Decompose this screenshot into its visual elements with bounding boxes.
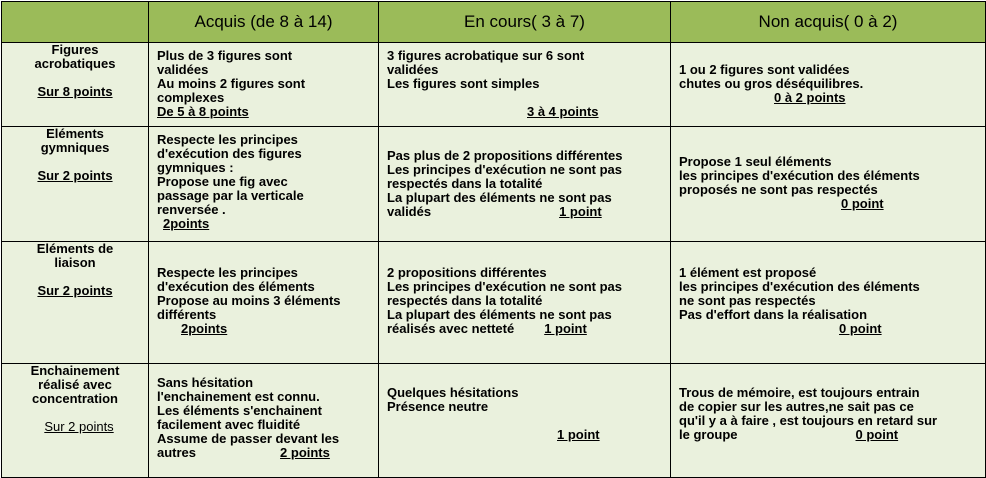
- cell-text: Pas d'effort dans la réalisation: [679, 307, 868, 322]
- cell-points: 0 point: [841, 196, 884, 211]
- cell-text: 3 figures acrobatique sur 6 sont: [387, 48, 585, 63]
- cell-points: 1 point: [557, 427, 600, 442]
- cell-points: De 5 à 8 points: [157, 104, 249, 119]
- header-non-acquis: Non acquis( 0 à 2): [671, 2, 986, 43]
- cell-text: complexes: [157, 90, 225, 105]
- cell-text: d'exécution des figures: [157, 146, 302, 161]
- cell-en-cours: [379, 43, 671, 127]
- cell-text: Pas plus de 2 propositions différentes: [387, 148, 623, 163]
- cell-text: facilement avec fluidité: [157, 417, 301, 432]
- row-header: [2, 242, 149, 364]
- row-enchainement: [2, 364, 986, 478]
- cell-text: de copier sur les autres,ne sait pas ce: [679, 399, 914, 414]
- evaluation-grid: [1, 1, 986, 478]
- cell-text: Propose 1 seul éléments: [679, 154, 832, 169]
- points-wrap: [679, 91, 979, 105]
- cell-text: autres: [157, 445, 197, 460]
- row-elements-gymniques: [2, 127, 986, 242]
- row-header: [2, 127, 149, 242]
- cell-text: Au moins 2 figures sont: [157, 76, 306, 91]
- row-points: Sur 2 points: [37, 283, 113, 298]
- header-corner: [2, 2, 149, 43]
- cell-text: Respecte les principes: [157, 132, 298, 147]
- points-wrap: [679, 322, 979, 336]
- cell-points: 1 point: [559, 204, 602, 219]
- cell-text: validées: [157, 62, 209, 77]
- cell-text: chutes ou gros déséquilibres.: [679, 76, 864, 91]
- row-header: [2, 43, 149, 127]
- cell-text: l'enchainement est connu.: [157, 389, 320, 404]
- cell-text: Les principes d'exécution ne sont pas: [387, 279, 622, 294]
- header-en-cours: En cours( 3 à 7): [379, 2, 671, 43]
- cell-text: les principes d'exécution des éléments: [679, 279, 920, 294]
- row-name: liaison: [54, 255, 96, 270]
- row-name: concentration: [32, 391, 118, 406]
- points-wrap: [679, 197, 979, 211]
- row-points: Sur 2 points: [44, 419, 114, 434]
- cell-text: gymniques :: [157, 160, 234, 175]
- cell-text: validés: [387, 204, 432, 219]
- cell-text: 1 ou 2 figures sont validées: [679, 62, 850, 77]
- cell-en-cours: [379, 127, 671, 242]
- cell-text: 2 propositions différentes: [387, 265, 547, 280]
- cell-points: 2 points: [280, 445, 330, 460]
- cell-text: 1 élément est proposé: [679, 265, 817, 280]
- cell-text: respectés dans la totalité: [387, 176, 543, 191]
- header-row: [2, 2, 986, 43]
- row-name: Eléments de: [36, 241, 114, 256]
- cell-text: validées: [387, 62, 439, 77]
- cell-non-acquis: [671, 43, 986, 127]
- row-elements-liaison: [2, 242, 986, 364]
- cell-text: renversée .: [157, 202, 226, 217]
- cell-text: passage par la verticale: [157, 188, 304, 203]
- cell-en-cours: [379, 364, 671, 478]
- cell-text: Quelques hésitations: [387, 385, 519, 400]
- cell-points: 0 point: [855, 427, 899, 442]
- cell-points: 3 à 4 points: [527, 104, 599, 119]
- cell-text: d'exécution des éléments: [157, 279, 315, 294]
- cell-en-cours: [379, 242, 671, 364]
- cell-text: Les principes d'exécution ne sont pas: [387, 162, 622, 177]
- last-line: [679, 428, 979, 442]
- cell-text: proposés ne sont pas respectés: [679, 182, 878, 197]
- row-name: acrobatiques: [34, 56, 116, 71]
- cell-text: Trous de mémoire, est toujours entrain: [679, 385, 920, 400]
- cell-points: 2points: [181, 321, 228, 336]
- row-points: Sur 8 points: [37, 84, 113, 99]
- cell-text: respectés dans la totalité: [387, 293, 543, 308]
- row-name: Eléments: [46, 126, 104, 141]
- cell-text: Assume de passer devant les: [157, 431, 340, 446]
- cell-text: Respecte les principes: [157, 265, 298, 280]
- last-line: [157, 446, 372, 460]
- cell-text: Les éléments s'enchainent: [157, 403, 322, 418]
- cell-text: Propose une fig avec: [157, 174, 288, 189]
- cell-acquis: [149, 242, 379, 364]
- cell-text: le groupe: [679, 427, 738, 442]
- points-wrap: [157, 322, 372, 336]
- cell-points: 0 à 2 points: [774, 90, 846, 105]
- row-name: gymniques: [40, 140, 110, 155]
- last-line: [387, 322, 664, 336]
- cell-text: Propose au moins 3 éléments: [157, 293, 341, 308]
- cell-text: Les figures sont simples: [387, 76, 540, 91]
- row-points: Sur 2 points: [37, 168, 113, 183]
- points-wrap: [387, 428, 664, 442]
- row-name: réalisé avec: [38, 377, 112, 392]
- cell-text: différents: [157, 307, 217, 322]
- cell-points: 2points: [163, 216, 210, 231]
- cell-text: qu'il y a à faire , est toujours en retard sur: [679, 413, 938, 428]
- cell-text: La plupart des éléments ne sont pas: [387, 190, 612, 205]
- row-header: [2, 364, 149, 478]
- last-line: [387, 205, 664, 219]
- cell-points: 0 point: [839, 321, 882, 336]
- row-name: Figures: [51, 42, 99, 57]
- cell-text: La plupart des éléments ne sont pas: [387, 307, 612, 322]
- cell-text: réalisés avec netteté: [387, 321, 515, 336]
- row-name: Enchainement: [30, 363, 120, 378]
- cell-acquis: [149, 127, 379, 242]
- cell-text: Plus de 3 figures sont: [157, 48, 293, 63]
- cell-text: Sans hésitation: [157, 375, 254, 390]
- cell-points: 1 point: [544, 321, 587, 336]
- cell-non-acquis: [671, 242, 986, 364]
- cell-acquis: [149, 43, 379, 127]
- points-wrap: [387, 105, 664, 119]
- cell-non-acquis: [671, 364, 986, 478]
- row-figures-acrobatiques: [2, 43, 986, 127]
- cell-non-acquis: [671, 127, 986, 242]
- cell-text: ne sont pas respectés: [679, 293, 816, 308]
- header-acquis: Acquis (de 8 à 14): [149, 2, 379, 43]
- cell-text: les principes d'exécution des éléments: [679, 168, 920, 183]
- points-wrap: [157, 217, 372, 231]
- cell-acquis: [149, 364, 379, 478]
- cell-text: Présence neutre: [387, 399, 489, 414]
